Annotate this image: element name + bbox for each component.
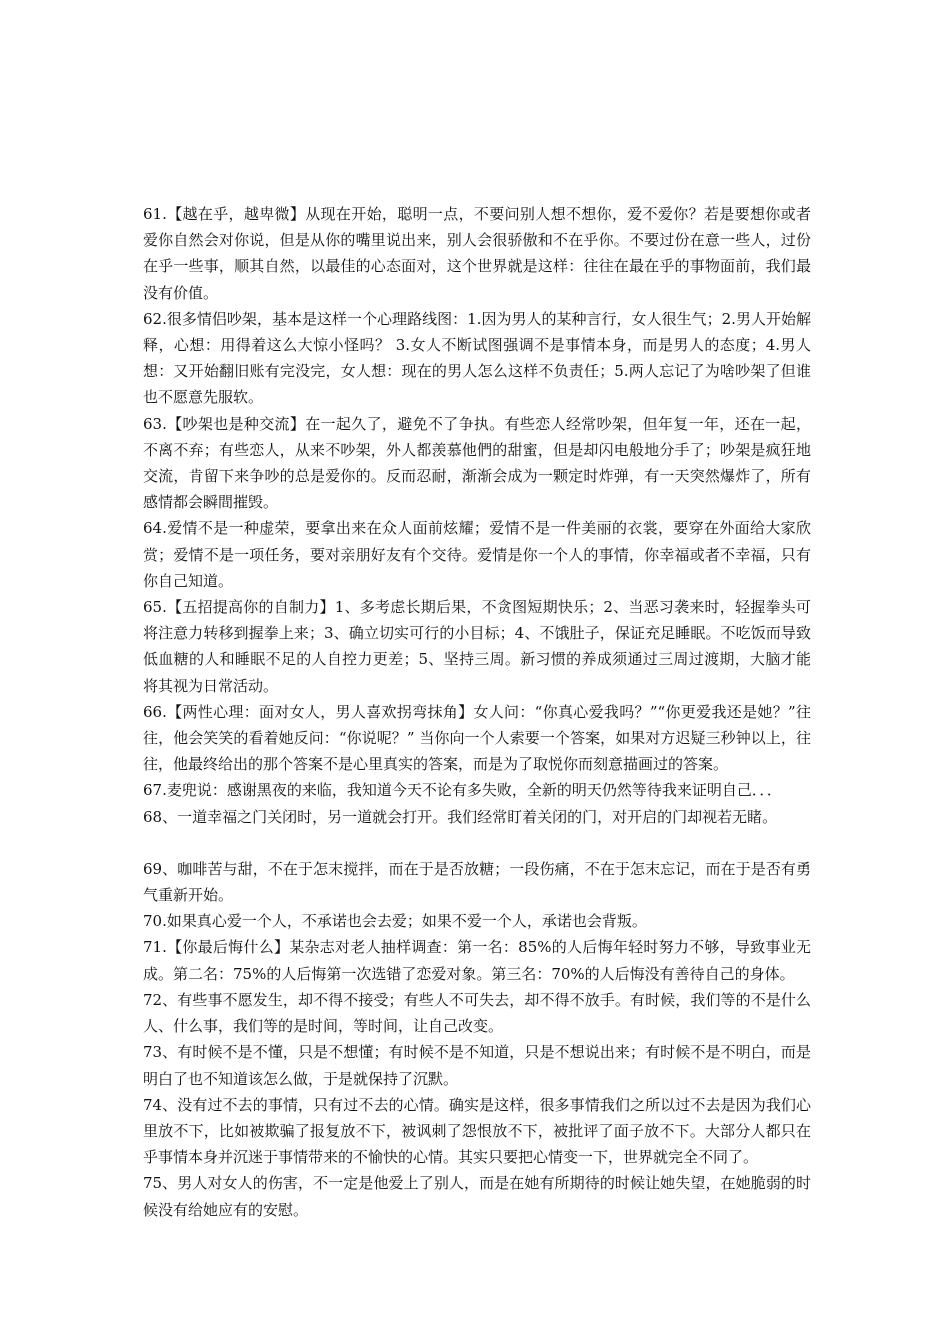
paragraph-69: 69、咖啡苦与甜，不在于怎末搅拌，而在于是否放糖；一段伤痛，不在于怎末忘记，而在于是否有勇气重新开始。 — [143, 859, 811, 905]
paragraph-63: 63.【吵架也是种交流】在一起久了，避免不了争执。有些恋人经常吵架，但年复一年，还在一起，不离不弃；有些恋人，从来不吵架，外人都羡慕他們的甜蜜，但是却闪电般地分手了；吵架是疯狂地交流，肯留下来争吵的总是爱你的。反而忍耐，渐渐会成为一颗定时炸弹，有一天突然爆炸了，所有感情都会瞬間摧毁。 — [143, 414, 811, 512]
paragraph-72: 72、有些事不愿发生，却不得不接受；有些人不可失去，却不得不放手。有时候，我们等的不是什么人、什么事，我们等的是时间，等时间，让自己改变。 — [143, 990, 811, 1036]
paragraph-62: 62.很多情侣吵架，基本是这样一个心理路线图：1.因为男人的某种言行，女人很生气；2.男人开始解释，心想：用得着这么大惊小怪吗？ 3.女人不断试图强调不是事情本身，而是男人的态度；4.男人想：又开始翻旧账有完没完，女人想：现在的男人怎么这样不负责任；5.两人忘记了为啥吵架了但谁也不愿意先服软。 — [143, 309, 811, 407]
paragraph-74: 74、没有过不去的事情，只有过不去的心情。确实是这样，很多事情我们之所以过不去是因为我们心里放不下，比如被欺骗了报复放不下，被讽刺了怨恨放不下，被批评了面子放不下。大部分人都只在乎事情本身并沉迷于事情带来的不愉快的心情。其实只要把心情变一下，世界就完全不同了。 — [143, 1095, 811, 1167]
document-body — [143, 201, 811, 1223]
paragraph-68: 68、一道幸福之门关闭时，另一道就会打开。我们经常盯着关闭的门，对开启的门却视若无睹。 — [143, 807, 778, 826]
paragraph-64: 64.爱情不是一种虚荣，要拿出来在众人面前炫耀；爱情不是一件美丽的衣裳，要穿在外面给大家欣赏；爱情不是一项任务，要对亲朋好友有个交待。爱情是你一个人的事情，你幸福或者不幸福，只有你自己知道。 — [143, 519, 811, 590]
paragraph-61: 61.【越在乎，越卑微】从现在开始，聪明一点，不要问别人想不想你，爱不爱你？若是要想你或者爱你自然会对你说，但是从你的嘴里说出来，别人会很骄傲和不在乎你。不要过份在意一些人，过份在乎一些事，顺其自然，以最佳的心态面对，这个世界就是这样：往往在最在乎的事物面前，我们最没有价值。 — [143, 205, 811, 302]
paragraph-65: 65.【五招提高你的自制力】1、多考虑长期后果，不贪图短期快乐；2、当恶习袭来时，轻握拳头可将注意力转移到握拳上来；3、确立切实可行的小目标；4、不饿肚子，保证充足睡眠。不吃饭而导致低血糖的人和睡眠不足的人自控力更差；5、坚持三周。新习惯的养成须通过三周过渡期，大脑才能将其视为日常活动。 — [143, 598, 811, 695]
paragraph-73: 73、有时候不是不懂，只是不想懂；有时候不是不知道，只是不想说出来；有时候不是不明白，而是明白了也不知道该怎么做，于是就保持了沉默。 — [143, 1043, 811, 1088]
paragraph-75: 75、男人对女人的伤害，不一定是他爱上了别人，而是在她有所期待的时候让她失望，在她脆弱的时候没有给她应有的安慰。 — [143, 1174, 811, 1219]
paragraph-71: 71.【你最后悔什么】某杂志对老人抽样调查：第一名：85%的人后悔年轻时努力不够，导致事业无成。第二名：75%的人后悔第一次选错了恋爱对象。第三名：70%的人后悔没有善待自己的身体。 — [143, 938, 811, 983]
paragraph-70: 70.如果真心爱一个人，不承诺也会去爱；如果不爱一个人，承诺也会背叛。 — [143, 912, 647, 931]
paragraph-66: 66.【两性心理：面对女人，男人喜欢拐弯抹角】女人问：“你真心爱我吗？”“你更爱我还是她？”往往，他会笑笑的看着她反问：“你说呢？” 当你向一个人索要一个答案，如果对方迟疑三秒钟以上，往往，他最终给出的那个答案不是心里真实的答案，而是为了取悦你而刻意描画过的答案。 — [143, 702, 811, 774]
paragraph-67: 67.麦兜说：感谢黑夜的来临，我知道今天不论有多失败，全新的明天仍然等待我来证明自己．．． — [143, 781, 782, 800]
